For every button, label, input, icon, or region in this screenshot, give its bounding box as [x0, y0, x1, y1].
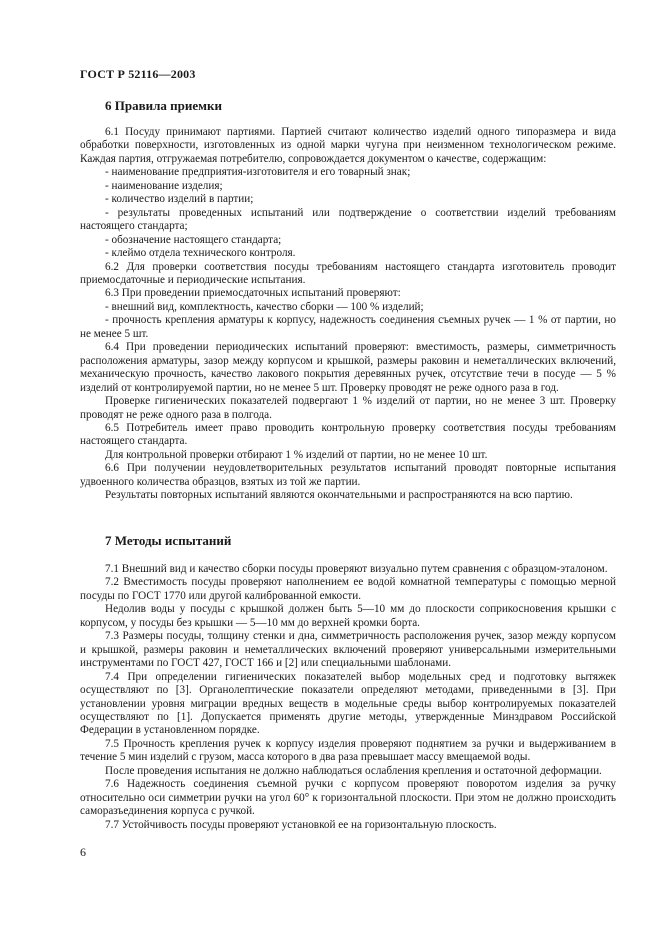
paragraph: 6.4 При проведении периодических испытаний проверяют: вместимость, размеры, симметричность расположения арматуры, зазор между корпусом и крышкой, размеры раковин и неметаллических включений, механическую прочность, качество лакового покрытия деревянных ручек, отсутствие течи в посуде — 5 % изделий от контролируемой партии, но не менее 5 шт. Проверку проводят не реже одного раза в год. — [80, 341, 616, 394]
paragraph: 6.1 Посуду принимают партиями. Партией считают количество изделий одного типоразмера и вида обработки поверхности, изготовленных из одной марки чугуна при неизменном технологическом режиме. Каждая партия, отгружаемая потребителю, сопровождается документом о качестве, содержащим: — [80, 126, 616, 165]
list-item: - количество изделий в партии; — [105, 193, 254, 206]
paragraph: 7.1 Внешний вид и качество сборки посуды проверяют визуально путем сравнения с образцом-эталоном. — [105, 563, 608, 575]
paragraph: 6.6 При получении неудовлетворительных результатов испытаний проводят повторные испытания удвоенного количества образцов, взятых из той же партии. — [80, 462, 616, 488]
paragraph: 7.3 Размеры посуды, толщину стенки и дна, симметричность расположения ручек, зазор между корпусом и крышкой, размеры раковин и неметаллических включений проверяют универсальными измерительными инструментами по ГОСТ 427, ГОСТ 166 и [2] или специальными шаблонами. — [80, 630, 616, 670]
list-item: - наименование предприятия-изготовителя и его товарный знак; — [105, 166, 411, 179]
paragraph: 7.2 Вместимость посуды проверяют наполнением ее водой комнатной температуры с помощью мерной посуды по ГОСТ 1770 или другой калиброванной емкости. — [80, 576, 616, 602]
paragraph: 7.4 При определении гигиенических показателей выбор модельных сред и подготовку вытяжек осуществляют по [3]. Органолептические показатели определяют методами, приведенными в [3]. При установлении уровня миграции вредных веществ в модельные среды выбор контролируемых показателей осуществляют по [1]. Допускается применять другие методы, утвержденные Минздравом Российской Федерации в установленном порядке. — [80, 670, 616, 737]
paragraph: Результаты повторных испытаний являются окончательными и распространяются на всю партию. — [105, 489, 573, 502]
list-item: - внешний вид, комплектность, качество сборки — 100 % изделий; — [105, 300, 424, 313]
document-header: ГОСТ Р 52116—2003 — [80, 67, 196, 81]
paragraph: 7.6 Надежность соединения съемной ручки с корпусом проверяют поворотом изделия за ручку относительно оси симметрии ручки на угол 60° к горизонтальной плоскости. При этом не должно происходить саморазъединения корпуса с ручкой. — [80, 778, 616, 818]
section-7-title: 7 Методы испытаний — [105, 533, 232, 548]
paragraph: 6.2 Для проверки соответствия посуды требованиям настоящего стандарта изготовитель проводит приемосдаточные и периодические испытания. — [80, 260, 616, 286]
paragraph: 7.7 Устойчивость посуды проверяют установкой ее на горизонтальную плоскость. — [105, 818, 497, 831]
list-item: - результаты проведенных испытаний или подтверждение о соответствии изделий требованиям настоящего стандарта; — [80, 206, 616, 233]
list-item: - наименование изделия; — [105, 179, 223, 192]
paragraph: 6.3 При проведении приемосдаточных испытаний проверяют: — [105, 287, 401, 300]
paragraph: Для контрольной проверки отбирают 1 % изделий от партии, но не менее 10 шт. — [105, 448, 488, 461]
paragraph: Недолив воды у посуды с крышкой должен быть 5—10 мм до плоскости соприкосновения крышки с корпусом, у посуды без крышки — 5—10 мм до верхней кромки борта. — [80, 603, 616, 629]
list-item: - прочность крепления арматуры к корпусу, надежность соединения съемных ручек — 1 % от партии, но не менее 5 шт. — [80, 314, 616, 340]
page-number: 6 — [80, 845, 86, 859]
paragraph: 7.5 Прочность крепления ручек к корпусу изделия проверяют поднятием за ручки и выдерживанием в течение 5 мин изделий с грузом, масса которого в два раза превышает массу вмещаемой воды. — [80, 737, 616, 764]
list-item: - обозначение настоящего стандарта; — [105, 233, 282, 246]
list-item: - клеймо отдела технического контроля. — [105, 247, 296, 260]
section-6 — [80, 98, 616, 503]
paragraph: 6.5 Потребитель имеет право проводить контрольную проверку соответствия посуды требованиям настоящего стандарта. — [80, 421, 616, 448]
section-7 — [80, 533, 616, 832]
paragraph: После проведения испытания не должно наблюдаться ослабления крепления и остаточной деформации. — [105, 764, 602, 777]
section-6-title: 6 Правила приемки — [105, 98, 222, 113]
paragraph: Проверке гигиенических показателей подвергают 1 % изделий от партии, но не менее 3 шт. Проверку проводят не реже одного раза в полгода. — [80, 395, 616, 421]
